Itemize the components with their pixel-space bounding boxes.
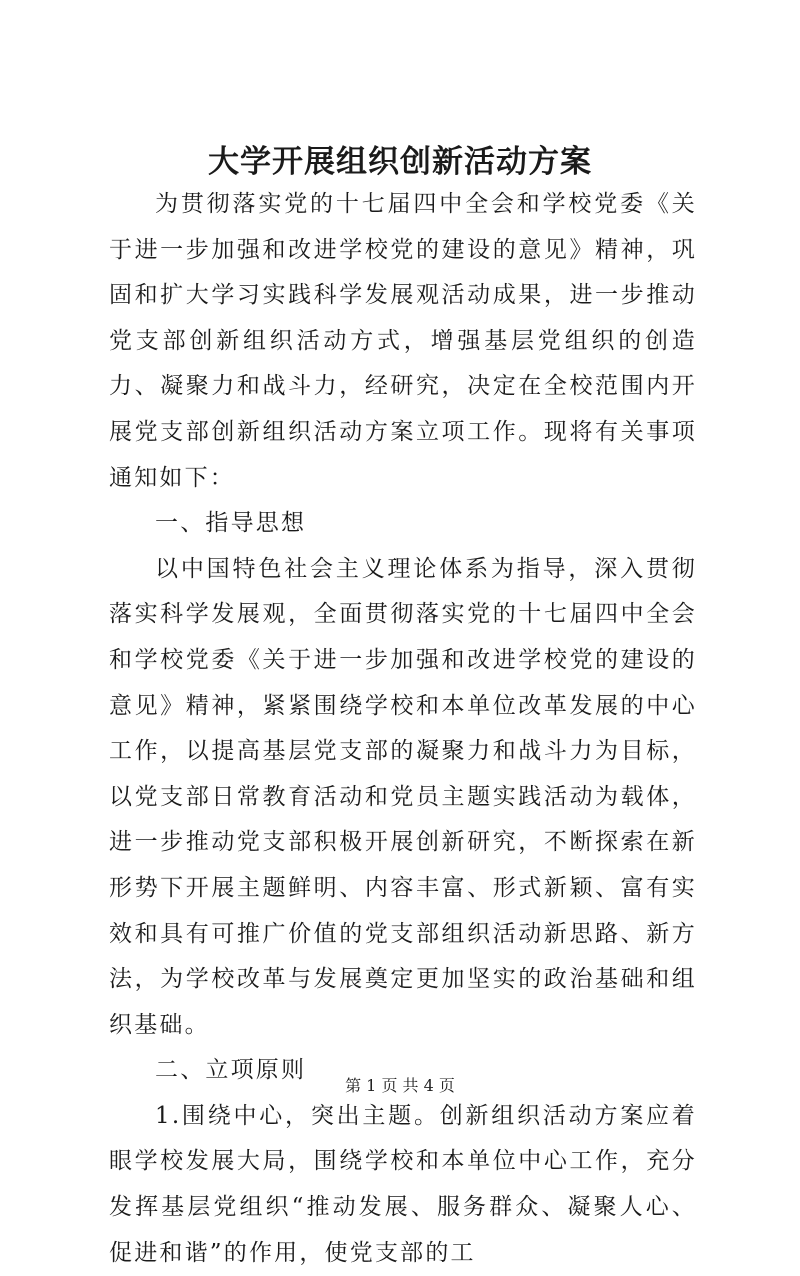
document-title: 大学开展组织创新活动方案 xyxy=(208,144,592,180)
page-number-label: 第 1 页 共 4 页 xyxy=(345,1076,455,1095)
project-principles-paragraph: 1.围绕中心，突出主题。创新组织活动方案应着眼学校发展大局，围绕学校和本单位中心工作，充分发挥基层党组织“推动发展、服务群众、凝聚人心、促进和谐”的作用，使党支部的工 xyxy=(109,1102,697,1266)
page-footer xyxy=(0,1075,800,1097)
document-body xyxy=(109,182,697,1276)
section-heading-guiding-ideology: 一、指导思想 xyxy=(155,510,307,537)
section-heading-project-principles: 二、立项原则 xyxy=(155,1057,307,1084)
guiding-ideology-paragraph: 以中国特色社会主义理论体系为指导，深入贯彻落实科学发展观，全面贯彻落实党的十七届四中全会和学校党委《关于进一步加强和改进学校党的建设的意见》精神，紧紧围绕学校和本单位改革发展的中心工作，以提高基层党支部的凝聚力和战斗力为目标，以党支部日常教育活动和党员主题实践活动为载体，进一步推动党支部积极开展创新研究，不断探索在新形势下开展主题鲜明、内容丰富、形式新颖、富有实效和具有可推广价值的党支部组织活动新思路、新方法，为学校改革与发展奠定更加坚实的政治基础和组织基础。 xyxy=(109,555,697,1038)
intro-paragraph: 为贯彻落实党的十七届四中全会和学校党委《关于进一步加强和改进学校党的建设的意见》精神，巩固和扩大学习实践科学发展观活动成果，进一步推动党支部创新组织活动方式，增强基层党组织的创造力、凝聚力和战斗力，经研究，决定在全校范围内开展党支部创新组织活动方案立项工作。现将有关事项通知如下： xyxy=(109,191,697,491)
